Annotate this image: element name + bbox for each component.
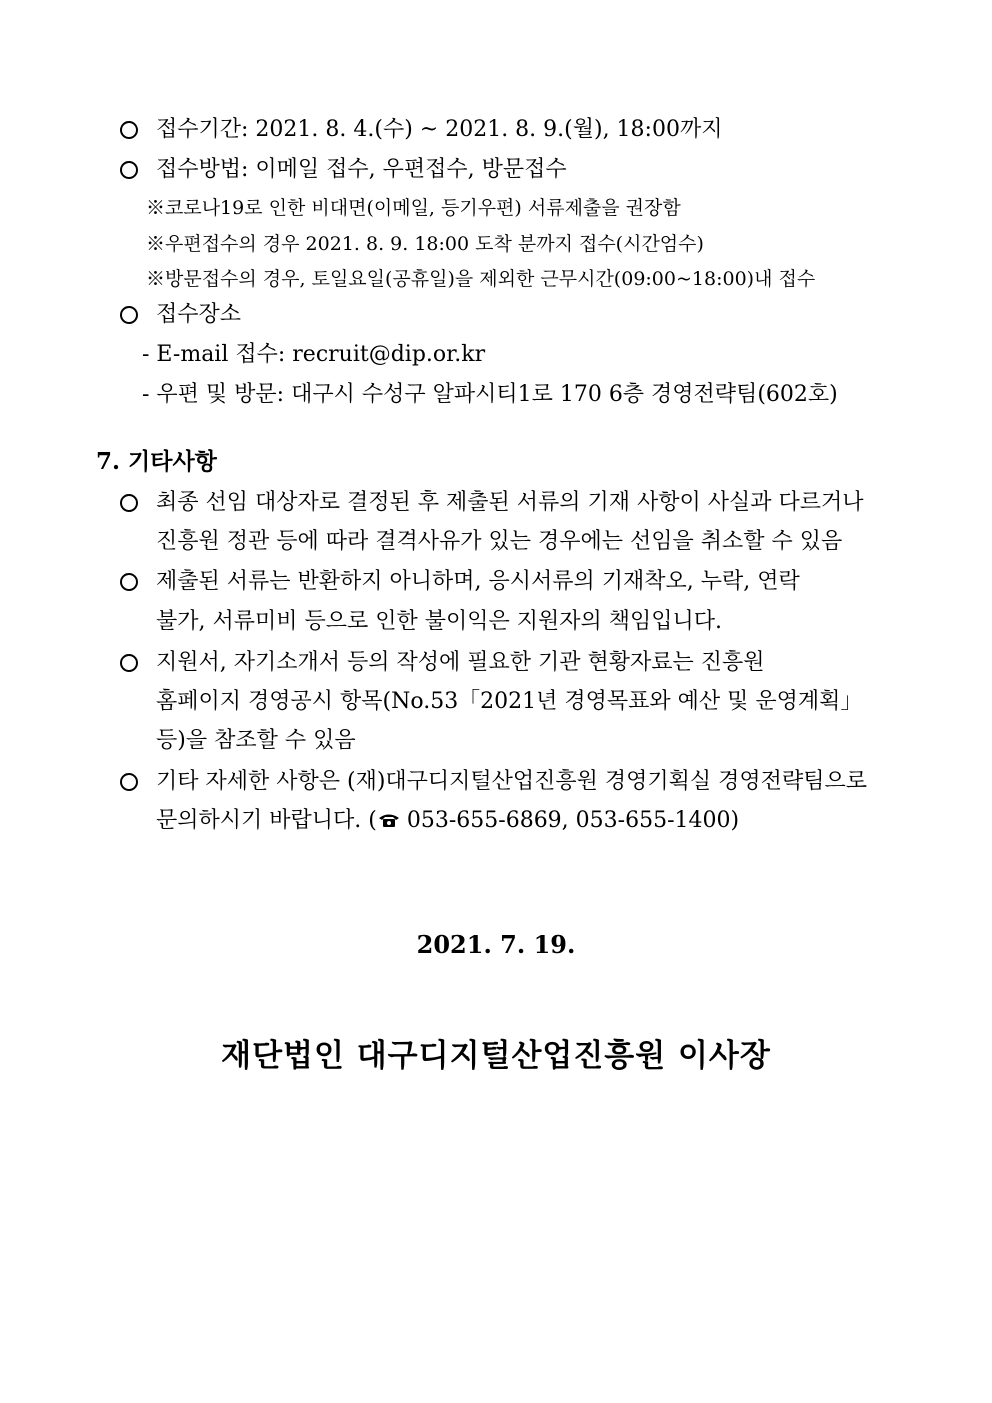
list-item-line: 진흥원 정관 등에 따라 결격사유가 있는 경우에는 선임을 취소할 수 있음 [156,529,843,554]
reception-email: - E-mail 접수: recruit@dip.or.kr [142,342,486,367]
circle-bullet-icon [120,121,138,139]
reception-method: 접수방법: 이메일 접수, 우편접수, 방문접수 [156,157,567,182]
circle-bullet-icon [120,306,138,324]
list-item-line: 기타 자세한 사항은 (재)대구디지털산업진흥원 경영기획실 경영전략팀으로 [156,769,867,794]
reception-note: ※코로나19로 인한 비대면(이메일, 등기우편) 서류제출을 권장함 [146,197,681,219]
list-item-line: 등)을 참조할 수 있음 [156,728,356,753]
reception-address: - 우편 및 방문: 대구시 수성구 알파시티1로 170 6층 경영전략팀(602호) [142,382,838,407]
circle-bullet-icon [120,773,138,791]
list-item-line: 지원서, 자기소개서 등의 작성에 필요한 기관 현황자료는 진흥원 [156,650,765,675]
list-item-line: 홈페이지 경영공시 항목(No.53「2021년 경영목표와 예산 및 운영계획」 [156,689,863,714]
contact-lead-text: 문의하시기 바랍니다. ( [156,808,377,833]
circle-bullet-icon [120,494,138,512]
reception-period: 접수기간: 2021. 8. 4.(수) ~ 2021. 8. 9.(월), 18:00까지 [156,117,723,142]
section-heading: 7. 기타사항 [96,448,217,475]
reception-note: ※방문접수의 경우, 토일요일(공휴일)을 제외한 근무시간(09:00~18:00)내 접수 [146,268,816,290]
document-date: 2021. 7. 19. [416,930,576,959]
circle-bullet-icon [120,654,138,672]
reception-place-label: 접수장소 [156,302,242,327]
signature: 재단법인 대구디지털산업진흥원 이사장 [221,1038,771,1074]
circle-bullet-icon [120,161,138,179]
contact-phone-numbers: 053-655-6869, 053-655-1400) [406,808,740,833]
list-item-line: 제출된 서류는 반환하지 아니하며, 응시서류의 기재착오, 누락, 연락 [156,569,800,594]
reception-note: ※우편접수의 경우 2021. 8. 9. 18:00 도착 분까지 접수(시간엄수) [146,233,704,255]
list-item-line: 불가, 서류미비 등으로 인한 불이익은 지원자의 책임입니다. [156,609,722,634]
phone-icon [377,812,401,828]
circle-bullet-icon [120,573,138,591]
list-item-line: 최종 선임 대상자로 결정된 후 제출된 서류의 기재 사항이 사실과 다르거나 [156,490,864,515]
contact-line [156,806,739,836]
